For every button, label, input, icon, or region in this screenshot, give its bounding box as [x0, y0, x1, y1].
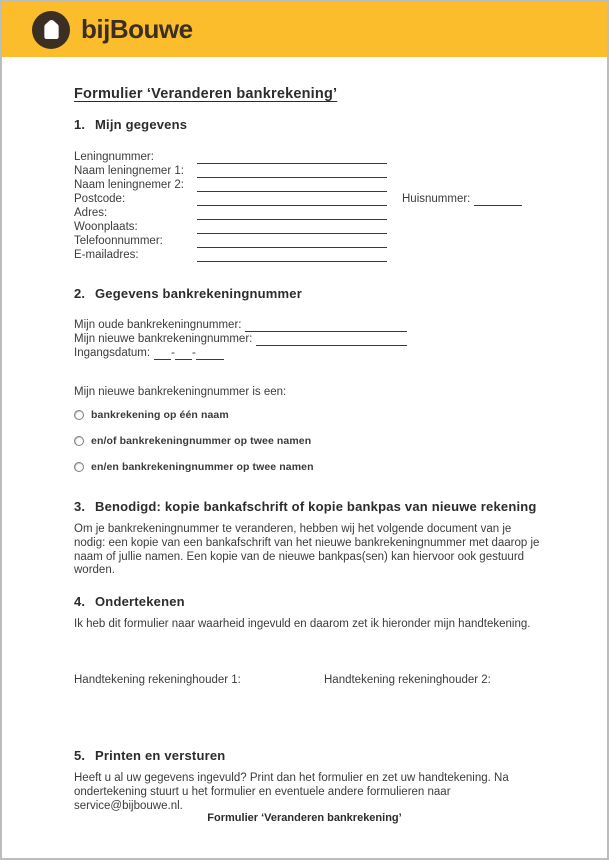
- field-row-postcode: [74, 192, 543, 206]
- account-type-prompt: Mijn nieuwe bankrekeningnummer is een:: [74, 386, 287, 398]
- field-label: Adres:: [74, 207, 108, 219]
- telefoonnummer-input-line[interactable]: [197, 236, 387, 248]
- section1-number: 1.: [74, 117, 86, 132]
- ingangsdatum-day-line[interactable]: [154, 349, 171, 360]
- section3-body-text: Om je bankrekeningnummer te veranderen, hebben wij het volgende document van je nodig: een kopie van een bankafschrift van het nieuwe bankrekeningnummer met daarop je naam of jullie namen. Een kopie van de nieuwe bankpas(sen) kan hiervoor ook gestuurd worden.: [74, 523, 540, 577]
- field-row-nieuwe-bankrekeningnummer: [74, 332, 407, 346]
- page-title: Formulier ‘Veranderen bankrekening’: [74, 86, 338, 102]
- field-label: Mijn nieuwe bankrekeningnummer:: [74, 333, 253, 345]
- section5-heading: 5. Printen en versturen: [74, 747, 226, 763]
- header-bar: [2, 2, 607, 57]
- huisnummer-label: Huisnummer:: [402, 193, 471, 205]
- section2-heading: 2. Gegevens bankrekeningnummer: [74, 286, 302, 301]
- account-type-options: [74, 409, 543, 473]
- field-row-naam-leningnemer-2: [74, 178, 543, 192]
- naam-leningnemer-2-input-line[interactable]: [197, 180, 387, 192]
- field-label: Ingangsdatum:: [74, 347, 151, 359]
- field-label: Naam leningnemer 2:: [74, 179, 184, 191]
- field-label: Telefoonnummer:: [74, 235, 163, 247]
- field-label: Leningnummer:: [74, 151, 154, 163]
- huisnummer-input-line[interactable]: [474, 194, 522, 206]
- section4-heading: 4. Ondertekenen: [74, 594, 185, 610]
- section4-body-text: Ik heb dit formulier naar waarheid ingevuld en daarom zet ik hieronder mijn handtekening.: [74, 618, 531, 631]
- section3-heading: 3. Benodigd: kopie bankafschrift of kopie bankpas van nieuwe rekening: [74, 499, 537, 514]
- nieuwe-bankrekeningnummer-input-line[interactable]: [256, 334, 407, 346]
- field-row-adres: [74, 206, 543, 220]
- signature-2-label: Handtekening rekeninghouder 2:: [324, 673, 491, 686]
- field-row-leningnummer: [74, 150, 543, 164]
- field-row-ingangsdatum: [74, 346, 407, 360]
- section5-number: 5.: [74, 747, 86, 763]
- postcode-input-line[interactable]: [197, 194, 387, 206]
- ingangsdatum-month-line[interactable]: [175, 349, 192, 360]
- section5-body-text: Heeft u al uw gegevens ingevuld? Print dan het formulier en zet uw handtekening. Na ondertekening stuurt u het formulier en eventuele andere formulieren naar service@bijbouwe.nl.: [74, 771, 509, 812]
- field-row-oude-bankrekeningnummer: [74, 318, 407, 332]
- oude-bankrekeningnummer-input-line[interactable]: [245, 320, 407, 332]
- leningnummer-input-line[interactable]: [197, 152, 387, 164]
- emailadres-input-line[interactable]: [197, 250, 387, 262]
- section2-number: 2.: [74, 286, 86, 301]
- field-row-naam-leningnemer-1: [74, 164, 543, 178]
- field-label: Mijn oude bankrekeningnummer:: [74, 319, 242, 331]
- field-label: Woonplaats:: [74, 221, 138, 233]
- brand-wordmark: bijBouwe: [81, 14, 193, 44]
- page-footer: Formulier ‘Veranderen bankrekening’: [207, 812, 402, 824]
- radio-button-icon[interactable]: [74, 462, 84, 472]
- bank-account-fields: [74, 318, 407, 360]
- date-hyphen: -: [171, 347, 175, 359]
- field-label: Postcode:: [74, 193, 126, 205]
- radio-button-icon[interactable]: [74, 410, 84, 420]
- personal-fields: [74, 150, 543, 262]
- section4-number: 4.: [74, 594, 86, 610]
- ingangsdatum-year-line[interactable]: [196, 349, 224, 360]
- house-icon: [32, 11, 70, 49]
- radio-option-en-en-twee-namen[interactable]: en/en bankrekeningnummer op twee namen: [74, 461, 543, 473]
- adres-input-line[interactable]: [197, 208, 387, 220]
- signature-1-label: Handtekening rekeninghouder 1:: [74, 673, 241, 686]
- radio-option-en-of-twee-namen[interactable]: en/of bankrekeningnummer op twee namen: [74, 435, 543, 447]
- field-row-woonplaats: [74, 220, 543, 234]
- date-hyphen: -: [191, 347, 196, 359]
- woonplaats-input-line[interactable]: [197, 222, 387, 234]
- section3-number: 3.: [74, 499, 86, 514]
- bijbouwe-logo: [32, 11, 193, 49]
- signature-row: [74, 674, 543, 686]
- field-label: Naam leningnemer 1:: [74, 165, 184, 177]
- radio-option-een-naam[interactable]: bankrekening op één naam: [74, 409, 543, 421]
- radio-button-icon[interactable]: [74, 436, 84, 446]
- field-row-telefoonnummer: [74, 234, 543, 248]
- field-label: E-mailadres:: [74, 249, 139, 261]
- field-row-emailadres: [74, 248, 543, 262]
- form-body: [2, 86, 607, 813]
- naam-leningnemer-1-input-line[interactable]: [197, 166, 387, 178]
- section1-heading: 1. Mijn gegevens: [74, 117, 188, 132]
